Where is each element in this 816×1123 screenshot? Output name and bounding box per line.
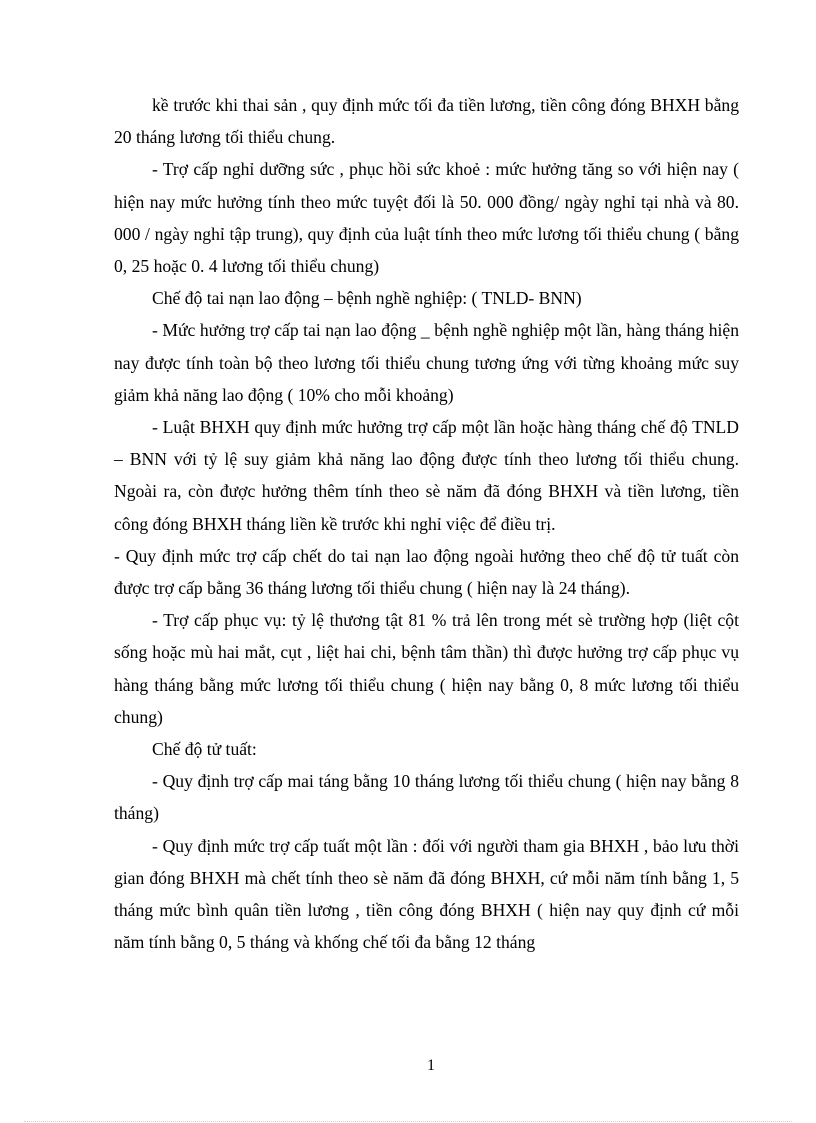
paragraph-maternity-cap: kề trước khi thai sản , quy định mức tối đa tiền lương, tiền công đóng BHXH bằng 20 tháng lương tối thiểu chung. [114,95,739,148]
paragraph-lump-sum-survivor: - Quy định mức trợ cấp tuất một lần : đối với người tham gia BHXH , bảo lưu thời gian đóng BHXH mà chết tính theo sè năm đã đóng BHXH, cứ mỗi năm tính bằng 1, 5 tháng mức bình quân tiền lương , tiền công đóng BHXH ( hiện nay quy định cứ mỗi năm tính bằng 0, 5 tháng và khống chế tối đa bằng 12 tháng [114,835,739,953]
paragraph-funeral-allowance: - Quy định trợ cấp mai táng bằng 10 tháng lương tối thiểu chung ( hiện nay bằng 8 tháng) [114,771,739,824]
page-number: 1 [427,1057,435,1074]
heading-survivorship: Chế độ tử tuất: [152,739,257,760]
paragraph-care-allowance: - Trợ cấp phục vụ: tỷ lệ thương tật 81 % trả lên trong mét sè trường hợp (liệt cột sống hoặc mù hai mắt, cụt , liệt hai chi, bệnh tâm thần) thì được hưởng trợ cấp phục vụ hàng tháng bằng mức lương tối thiểu chung ( hiện nay bằng 0, 8 mức lương tối thiểu chung) [114,610,739,727]
paragraph-accident-death-allowance: - Quy định mức trợ cấp chết do tai nạn lao động ngoài hưởng theo chế độ tử tuất còn được trợ cấp bằng 36 tháng lương tối thiểu chung ( hiện nay là 24 tháng). [114,545,739,599]
heading-occupational-accident: Chế độ tai nạn lao động – bệnh nghề nghiệp: ( TNLD- BNN) [152,288,582,309]
paragraph-accident-benefit-current: - Mức hưởng trợ cấp tai nạn lao động _ bệnh nghề nghiệp một lần, hàng tháng hiện nay được tính toàn bộ theo lương tối thiểu chung tương ứng với từng khoảng mức suy giảm khả năng lao động ( 10% cho mỗi khoảng) [114,320,739,405]
page-bottom-divider [24,1121,792,1122]
paragraph-accident-benefit-law: - Luật BHXH quy định mức hưởng trợ cấp một lần hoặc hàng tháng chế độ TNLD – BNN với tỷ lệ suy giảm khả năng lao động được tính theo lương tối thiểu chung. Ngoài ra, còn được hưởng thêm tính theo sè năm đã đóng BHXH và tiền lương, tiền công đóng BHXH tháng liền kề trước khi nghỉ việc để điều trị. [114,417,739,534]
document-body [114,89,739,958]
paragraph-recovery-allowance: - Trợ cấp nghỉ dưỡng sức , phục hồi sức khoẻ : mức hưởng tăng so với hiện nay ( hiện nay mức hưởng tính theo mức tuyệt đối là 50. 000 đồng/ ngày nghỉ tại nhà và 80. 000 / ngày nghỉ tập trung), quy định của luật tính theo mức lương tối thiểu chung ( bằng 0, 25 hoặc 0. 4 lương tối thiểu chung) [114,159,739,277]
